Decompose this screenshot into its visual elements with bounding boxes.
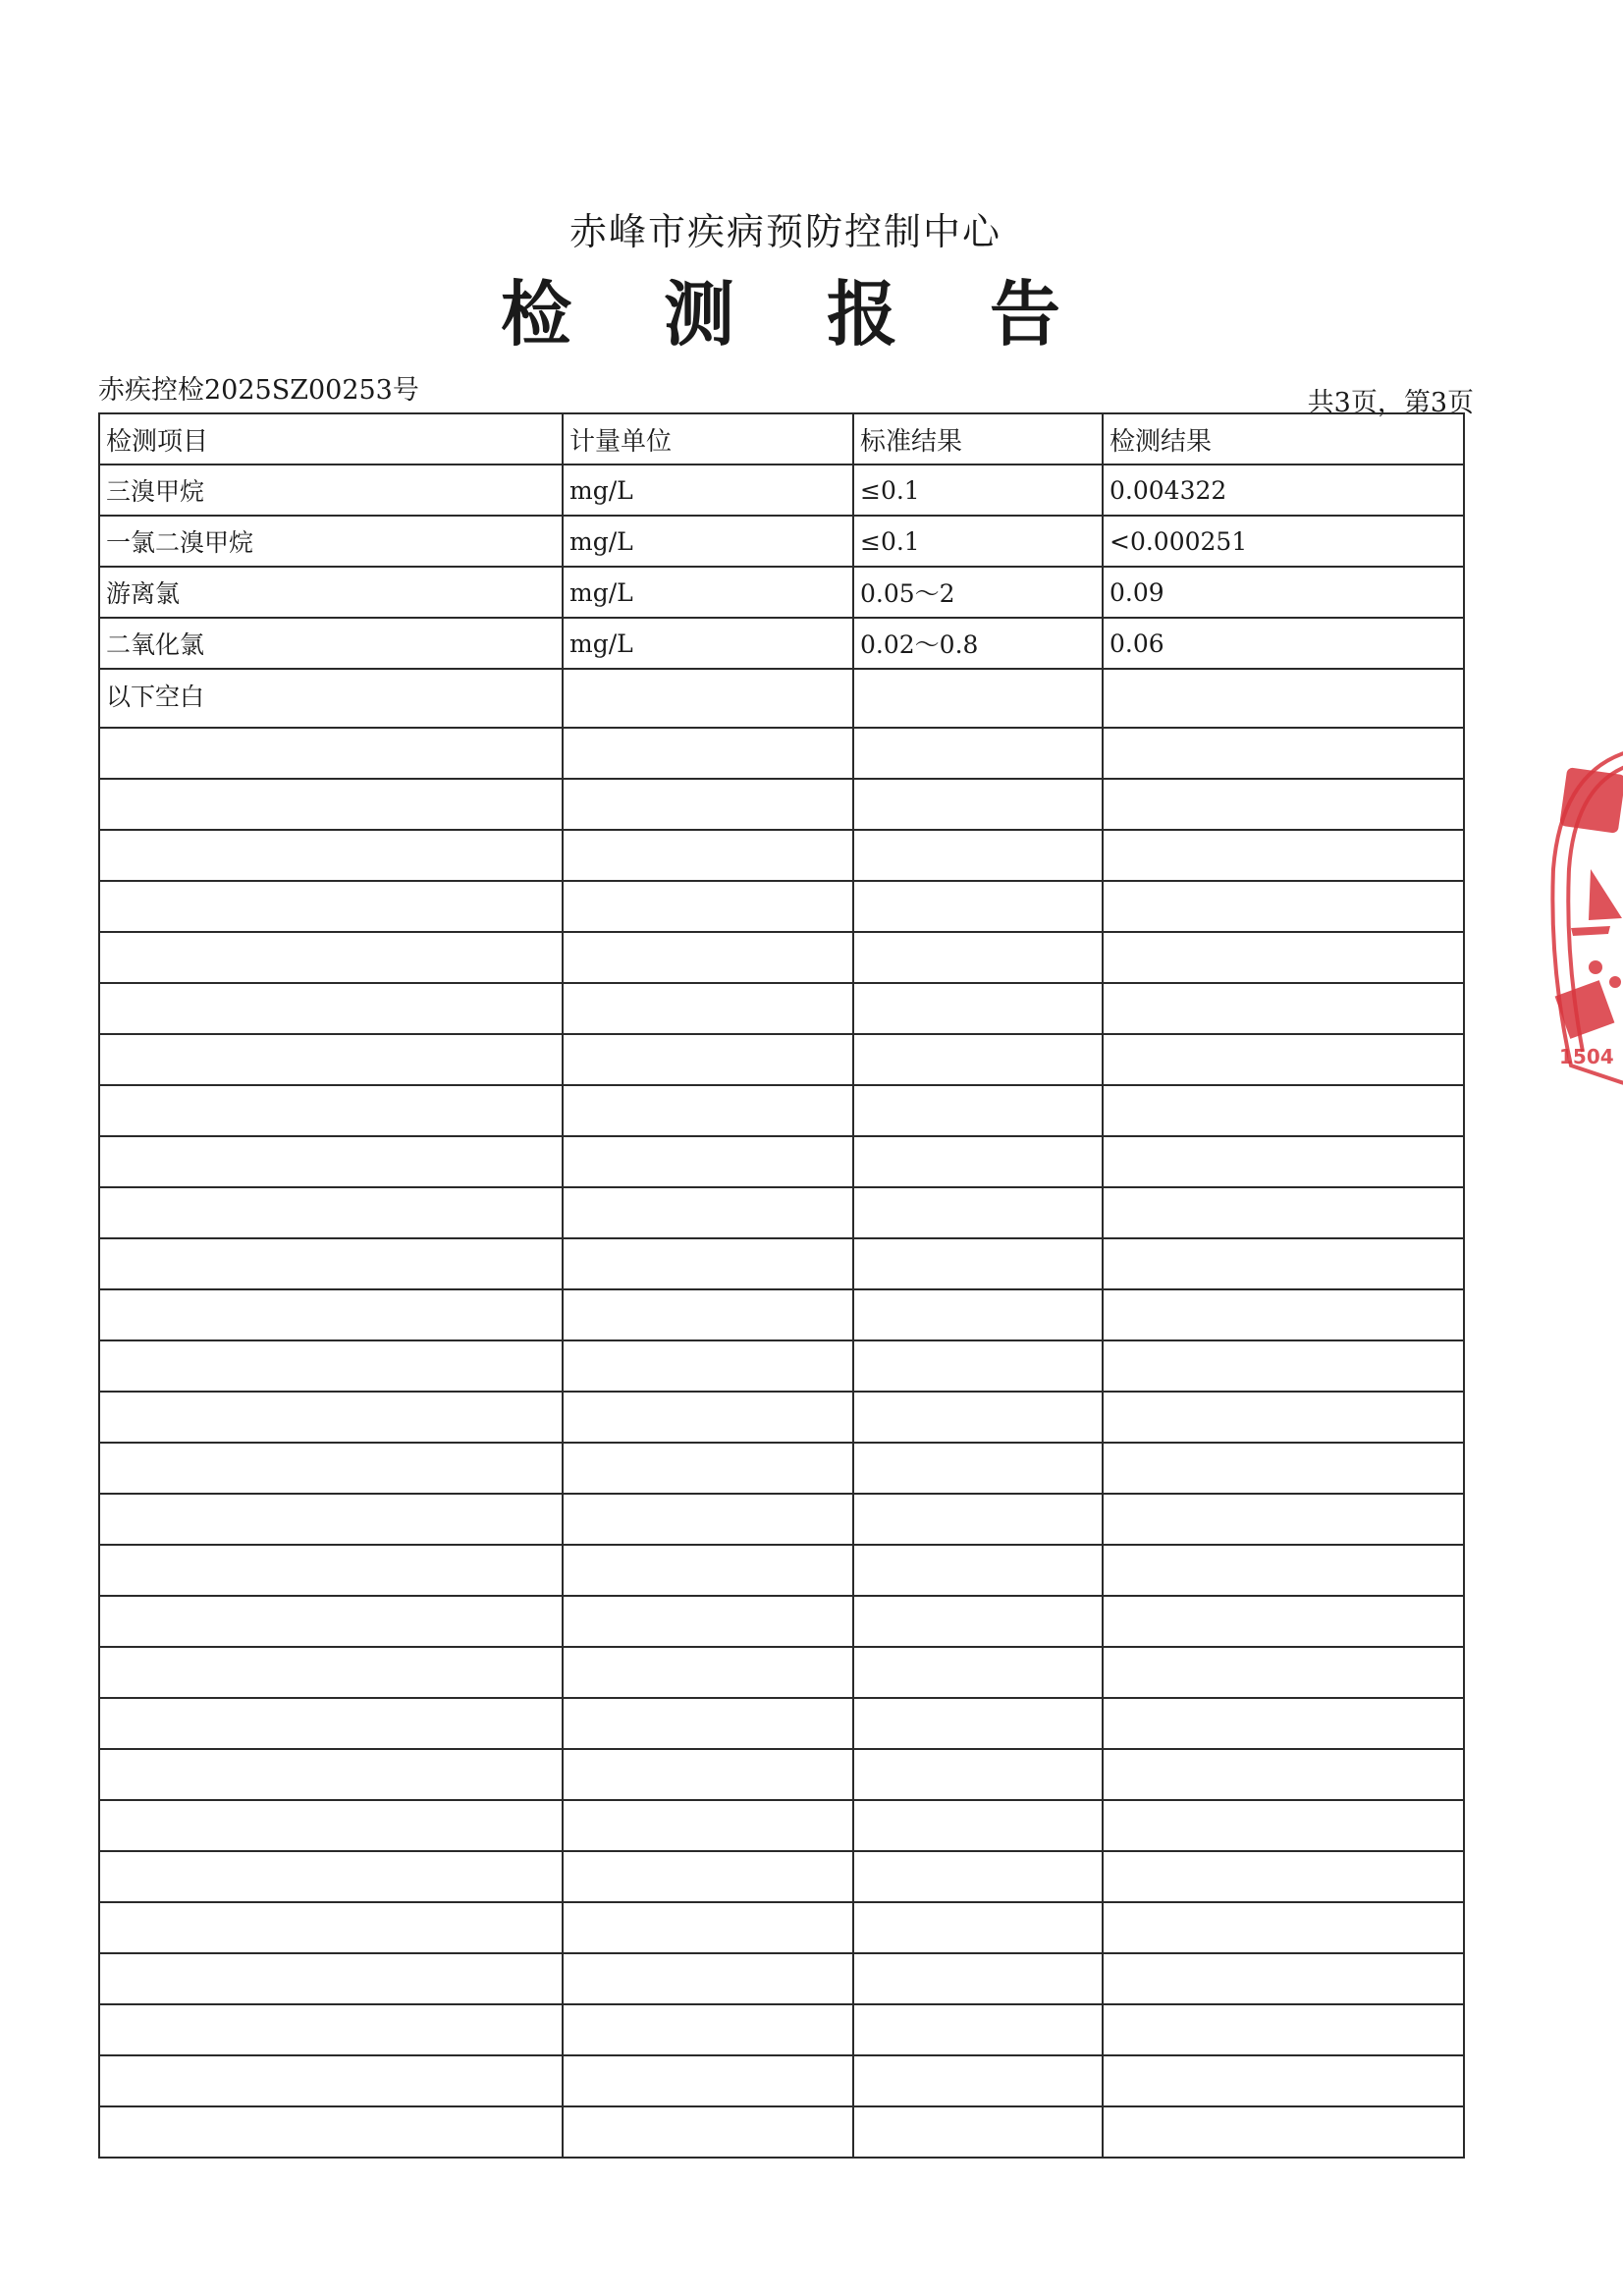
empty-cell <box>563 830 853 881</box>
empty-table-row <box>99 1902 1464 1953</box>
empty-table-row <box>99 1289 1464 1340</box>
empty-cell <box>853 830 1103 881</box>
empty-cell <box>99 1289 563 1340</box>
empty-table-row <box>99 1596 1464 1647</box>
empty-cell <box>853 1545 1103 1596</box>
empty-table-row <box>99 1545 1464 1596</box>
empty-cell <box>99 1443 563 1494</box>
empty-cell <box>853 669 1103 728</box>
empty-cell <box>563 728 853 779</box>
table-row <box>99 516 1464 567</box>
empty-cell <box>853 728 1103 779</box>
empty-cell <box>99 983 563 1034</box>
empty-cell <box>563 1340 853 1392</box>
empty-cell <box>563 1851 853 1902</box>
empty-table-row <box>99 1851 1464 1902</box>
empty-cell <box>853 1238 1103 1289</box>
empty-cell <box>563 2004 853 2055</box>
empty-cell <box>1103 1698 1464 1749</box>
empty-table-row <box>99 1953 1464 2004</box>
empty-table-row <box>99 1136 1464 1187</box>
empty-cell <box>853 1800 1103 1851</box>
item-cell: 一氯二溴甲烷 <box>99 516 563 567</box>
empty-table-row <box>99 983 1464 1034</box>
empty-cell <box>1103 983 1464 1034</box>
column-header-item: 检测项目 <box>99 413 563 465</box>
empty-cell <box>853 1392 1103 1443</box>
empty-cell <box>853 1596 1103 1647</box>
empty-cell <box>1103 1749 1464 1800</box>
empty-cell <box>99 1596 563 1647</box>
column-header-standard: 标准结果 <box>853 413 1103 465</box>
title-char: 报 <box>826 272 897 355</box>
empty-table-row <box>99 1238 1464 1289</box>
empty-cell <box>563 1392 853 1443</box>
empty-cell <box>99 1698 563 1749</box>
empty-table-row <box>99 2004 1464 2055</box>
blank-note-row <box>99 669 1464 728</box>
report-number: 赤疾控检2025SZ00253号 <box>98 375 419 406</box>
empty-cell <box>1103 2106 1464 2158</box>
empty-cell <box>1103 1187 1464 1238</box>
empty-cell <box>853 2106 1103 2158</box>
empty-cell <box>1103 2055 1464 2106</box>
empty-cell <box>563 1289 853 1340</box>
empty-cell <box>853 2004 1103 2055</box>
empty-cell <box>99 728 563 779</box>
empty-cell <box>853 1851 1103 1902</box>
empty-cell <box>853 1085 1103 1136</box>
empty-cell <box>1103 1545 1464 1596</box>
empty-cell <box>563 1443 853 1494</box>
empty-cell <box>853 2055 1103 2106</box>
empty-cell <box>563 983 853 1034</box>
standard-cell: ≤0.1 <box>853 516 1103 567</box>
empty-cell <box>853 1494 1103 1545</box>
empty-cell <box>99 1238 563 1289</box>
empty-cell <box>99 779 563 830</box>
empty-cell <box>563 1953 853 2004</box>
empty-cell <box>99 830 563 881</box>
empty-cell <box>1103 932 1464 983</box>
empty-cell <box>1103 1494 1464 1545</box>
empty-table-row <box>99 1187 1464 1238</box>
empty-table-row <box>99 1034 1464 1085</box>
empty-cell <box>99 1340 563 1392</box>
blank-note-cell: 以下空白 <box>99 669 563 728</box>
page-indicator: 共3页，第3页 <box>1307 388 1474 418</box>
empty-cell <box>1103 779 1464 830</box>
empty-cell <box>563 1187 853 1238</box>
unit-cell: mg/L <box>563 465 853 516</box>
column-header-result: 检测结果 <box>1103 413 1464 465</box>
empty-cell <box>1103 1647 1464 1698</box>
standard-cell: 0.02～0.8 <box>853 618 1103 669</box>
result-cell: 0.09 <box>1103 567 1464 618</box>
item-cell: 三溴甲烷 <box>99 465 563 516</box>
empty-cell <box>563 1034 853 1085</box>
empty-cell <box>853 1340 1103 1392</box>
empty-cell <box>1103 1443 1464 1494</box>
empty-cell <box>1103 1136 1464 1187</box>
empty-cell <box>563 1238 853 1289</box>
empty-table-row <box>99 1443 1464 1494</box>
title-char: 告 <box>989 272 1060 355</box>
stamp-number: 1504 <box>1559 1045 1614 1068</box>
standard-cell: ≤0.1 <box>853 465 1103 516</box>
empty-cell <box>99 2055 563 2106</box>
item-cell: 二氧化氯 <box>99 618 563 669</box>
empty-table-row <box>99 1749 1464 1800</box>
empty-table-row <box>99 1647 1464 1698</box>
empty-cell <box>99 1392 563 1443</box>
empty-cell <box>1103 2004 1464 2055</box>
empty-table-row <box>99 1698 1464 1749</box>
empty-cell <box>563 1136 853 1187</box>
empty-cell <box>99 1647 563 1698</box>
empty-cell <box>99 1034 563 1085</box>
empty-cell <box>853 1187 1103 1238</box>
empty-cell <box>99 1851 563 1902</box>
empty-cell <box>1103 1340 1464 1392</box>
standard-cell: 0.05～2 <box>853 567 1103 618</box>
empty-cell <box>853 881 1103 932</box>
empty-table-row <box>99 1494 1464 1545</box>
empty-table-row <box>99 881 1464 932</box>
empty-cell <box>563 1902 853 1953</box>
empty-cell <box>99 932 563 983</box>
empty-cell <box>99 1545 563 1596</box>
table-body <box>99 465 1464 2158</box>
empty-cell <box>563 2106 853 2158</box>
empty-cell <box>1103 728 1464 779</box>
empty-table-row <box>99 728 1464 779</box>
empty-table-row <box>99 1085 1464 1136</box>
title-char: 测 <box>663 272 734 355</box>
empty-cell <box>1103 830 1464 881</box>
column-header-unit: 计量单位 <box>563 413 853 465</box>
org-name: 赤峰市疾病预防控制中心 <box>568 210 1001 253</box>
empty-cell <box>853 779 1103 830</box>
title-char: 检 <box>501 272 572 355</box>
empty-table-row <box>99 932 1464 983</box>
empty-cell <box>853 1034 1103 1085</box>
empty-cell <box>853 1289 1103 1340</box>
empty-cell <box>1103 1085 1464 1136</box>
empty-cell <box>853 1647 1103 1698</box>
empty-cell <box>99 1953 563 2004</box>
empty-cell <box>563 1698 853 1749</box>
empty-cell <box>99 1749 563 1800</box>
empty-cell <box>563 669 853 728</box>
empty-table-row <box>99 2055 1464 2106</box>
empty-cell <box>99 2004 563 2055</box>
result-cell: 0.06 <box>1103 618 1464 669</box>
empty-cell <box>853 1749 1103 1800</box>
empty-cell <box>1103 1902 1464 1953</box>
table-row <box>99 618 1464 669</box>
empty-table-row <box>99 2106 1464 2158</box>
table-header-row <box>99 413 1464 465</box>
empty-table-row <box>99 1392 1464 1443</box>
empty-cell <box>563 1800 853 1851</box>
item-cell: 游离氯 <box>99 567 563 618</box>
empty-cell <box>1103 1953 1464 2004</box>
empty-cell <box>563 1647 853 1698</box>
empty-cell <box>853 1136 1103 1187</box>
empty-cell <box>1103 1238 1464 1289</box>
empty-table-row <box>99 1800 1464 1851</box>
empty-cell <box>853 932 1103 983</box>
empty-cell <box>1103 881 1464 932</box>
empty-cell <box>1103 1392 1464 1443</box>
empty-cell <box>1103 1596 1464 1647</box>
empty-cell <box>563 1596 853 1647</box>
empty-cell <box>853 983 1103 1034</box>
empty-cell <box>1103 1034 1464 1085</box>
empty-cell <box>563 2055 853 2106</box>
empty-cell <box>1103 669 1464 728</box>
document-title <box>501 257 1060 359</box>
empty-cell <box>563 1749 853 1800</box>
empty-cell <box>1103 1289 1464 1340</box>
empty-cell <box>99 1136 563 1187</box>
empty-cell <box>99 881 563 932</box>
empty-cell <box>563 1545 853 1596</box>
empty-table-row <box>99 830 1464 881</box>
empty-cell <box>563 881 853 932</box>
empty-cell <box>853 1953 1103 2004</box>
empty-cell <box>563 779 853 830</box>
empty-cell <box>99 1902 563 1953</box>
empty-cell <box>853 1698 1103 1749</box>
empty-cell <box>563 932 853 983</box>
empty-cell <box>563 1494 853 1545</box>
unit-cell: mg/L <box>563 516 853 567</box>
empty-cell <box>1103 1800 1464 1851</box>
empty-cell <box>99 1800 563 1851</box>
unit-cell: mg/L <box>563 567 853 618</box>
empty-table-row <box>99 779 1464 830</box>
unit-cell: mg/L <box>563 618 853 669</box>
empty-cell <box>99 1187 563 1238</box>
empty-table-row <box>99 1340 1464 1392</box>
empty-cell <box>853 1443 1103 1494</box>
table-row <box>99 465 1464 516</box>
table-row <box>99 567 1464 618</box>
empty-cell <box>563 1085 853 1136</box>
inspection-seal-stamp <box>1542 751 1623 1085</box>
empty-cell <box>99 1494 563 1545</box>
result-cell: 0.004322 <box>1103 465 1464 516</box>
empty-cell <box>1103 1851 1464 1902</box>
empty-cell <box>99 2106 563 2158</box>
empty-cell <box>99 1085 563 1136</box>
empty-cell <box>853 1902 1103 1953</box>
results-table <box>98 412 1465 2159</box>
result-cell: <0.000251 <box>1103 516 1464 567</box>
